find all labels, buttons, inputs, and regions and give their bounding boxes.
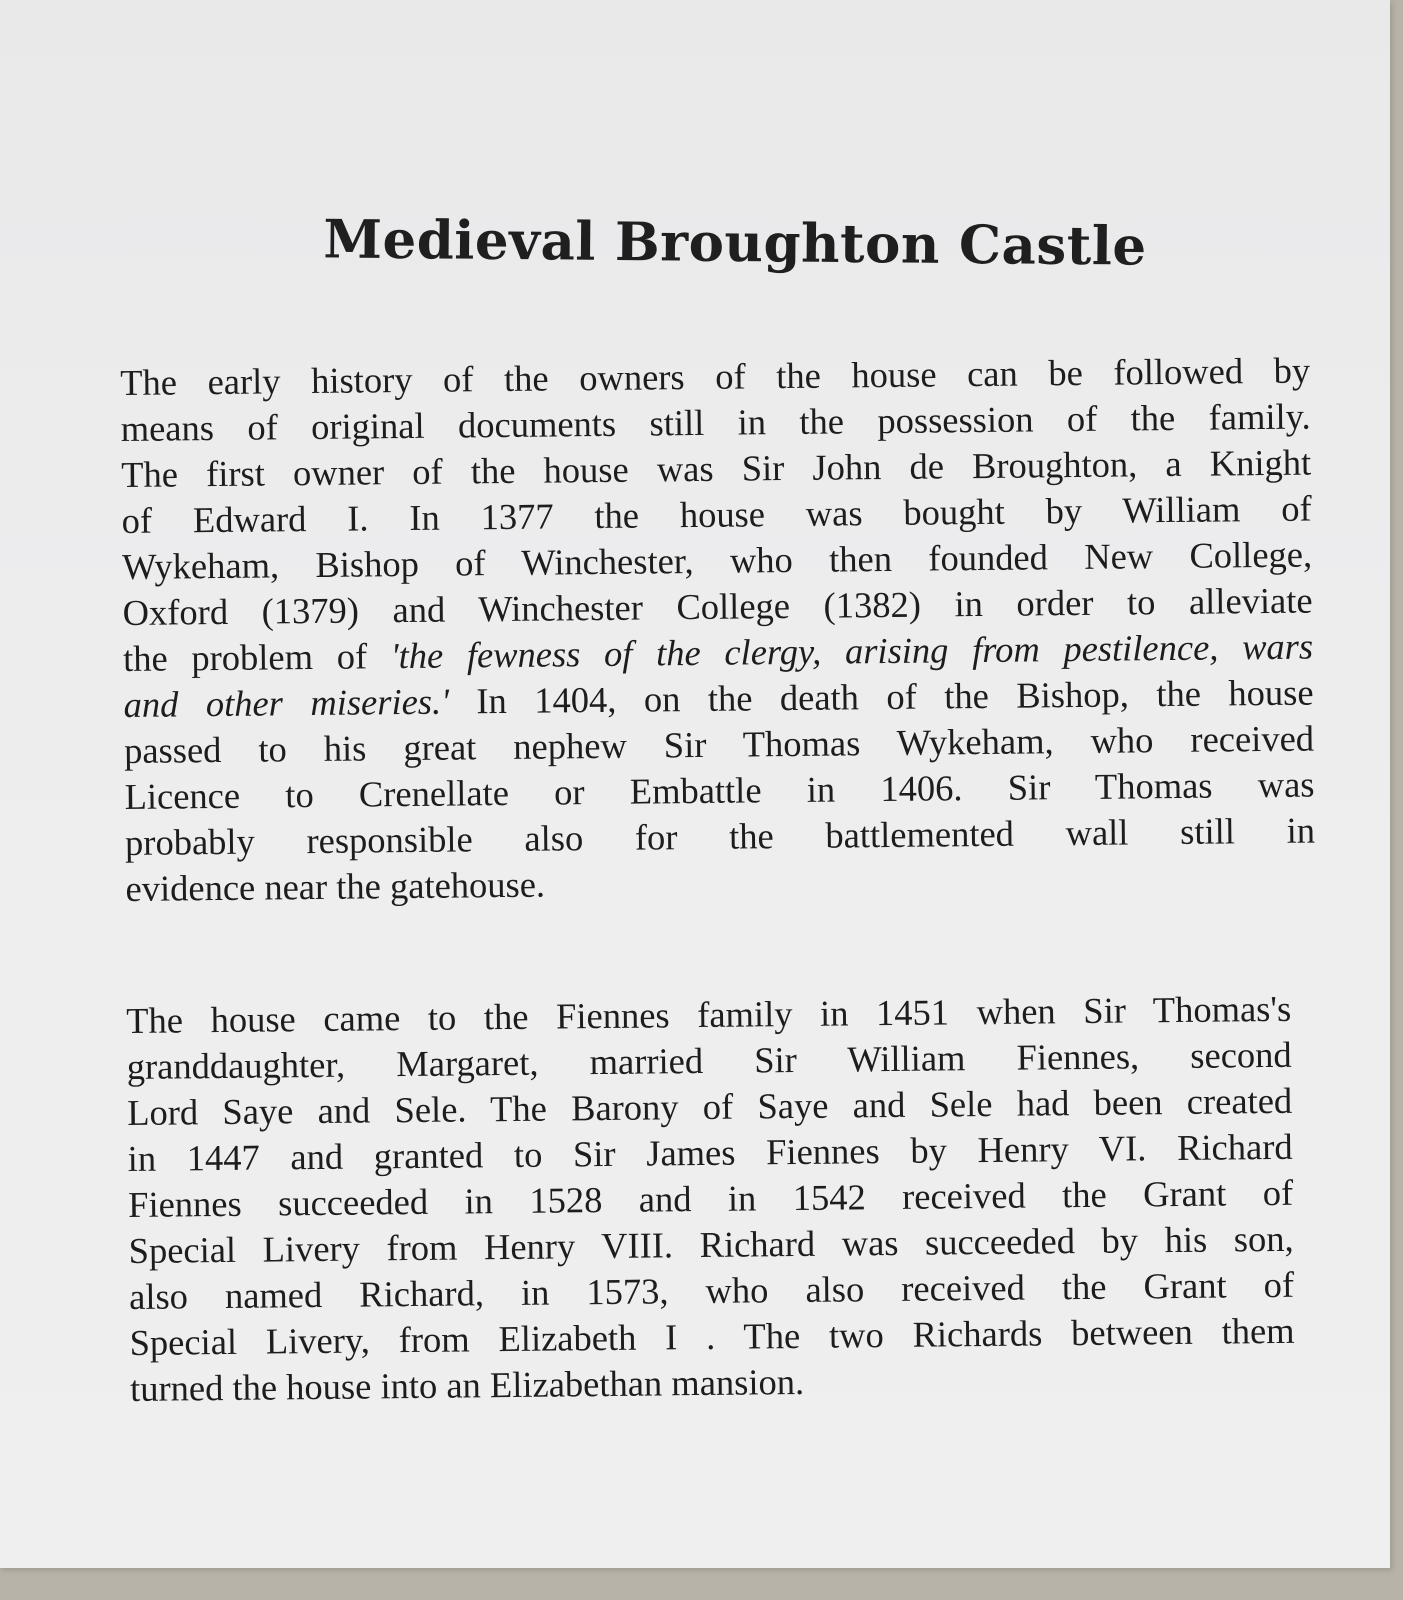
text-line: passed to his great nephew Sir Thomas Wykeham, who received xyxy=(123,717,1315,771)
text-line: probably responsible also for the battlemented wall still in xyxy=(124,809,1316,863)
text-line: The house came to the Fiennes family in 1451 when Sir Thomas's xyxy=(126,987,1292,1041)
text-segment: the problem of xyxy=(122,635,391,679)
text-line: means of original documents still in the possession of the family. xyxy=(120,395,1311,449)
text-line: granddaughter, Margaret, married Sir William Fiennes, second xyxy=(126,1033,1292,1087)
text-line: Oxford (1379) and Winchester College (1382) in order to alleviate xyxy=(122,579,1313,633)
text-line: in 1447 and granted to Sir James Fiennes by Henry VI. Richard xyxy=(127,1125,1293,1179)
text-line: evidence near the gatehouse. xyxy=(125,863,546,909)
text-line: Fiennes succeeded in 1528 and in 1542 received the Grant of xyxy=(127,1171,1294,1225)
text-line: of Edward I. In 1377 the house was bought by William of xyxy=(121,487,1312,541)
text-line: The first owner of the house was Sir John de Broughton, a Knight xyxy=(120,441,1312,495)
text-line: Licence to Crenellate or Embattle in 1406. Sir Thomas was xyxy=(124,763,1315,817)
text-line: Wykeham, Bishop of Winchester, who then founded New College, xyxy=(121,533,1313,587)
text-line: Special Livery, from Elizabeth I . The two Richards between them xyxy=(129,1309,1295,1363)
text-line: The early history of the owners of the house can be followed by xyxy=(120,349,1311,403)
text-segment: In 1404, on the death of the Bishop, the house xyxy=(448,671,1314,722)
text-line: turned the house into an Elizabethan mansion. xyxy=(129,1360,805,1409)
page-title: Medieval Broughton Castle xyxy=(323,208,1147,278)
text-line: also named Richard, in 1573, who also received the Grant of xyxy=(128,1263,1295,1317)
text-line: Lord Saye and Sele. The Barony of Saye and Sele had been created xyxy=(126,1079,1293,1133)
paragraph-fiennes-family xyxy=(126,986,1295,1412)
quote-text: and other miseries.' xyxy=(123,680,450,725)
paragraph-early-history xyxy=(120,348,1316,912)
text-line: Special Livery from Henry VIII. Richard was succeeded by his son, xyxy=(128,1217,1294,1271)
quote-text: 'the fewness of the clergy, arising from pestilence, wars xyxy=(390,625,1314,677)
